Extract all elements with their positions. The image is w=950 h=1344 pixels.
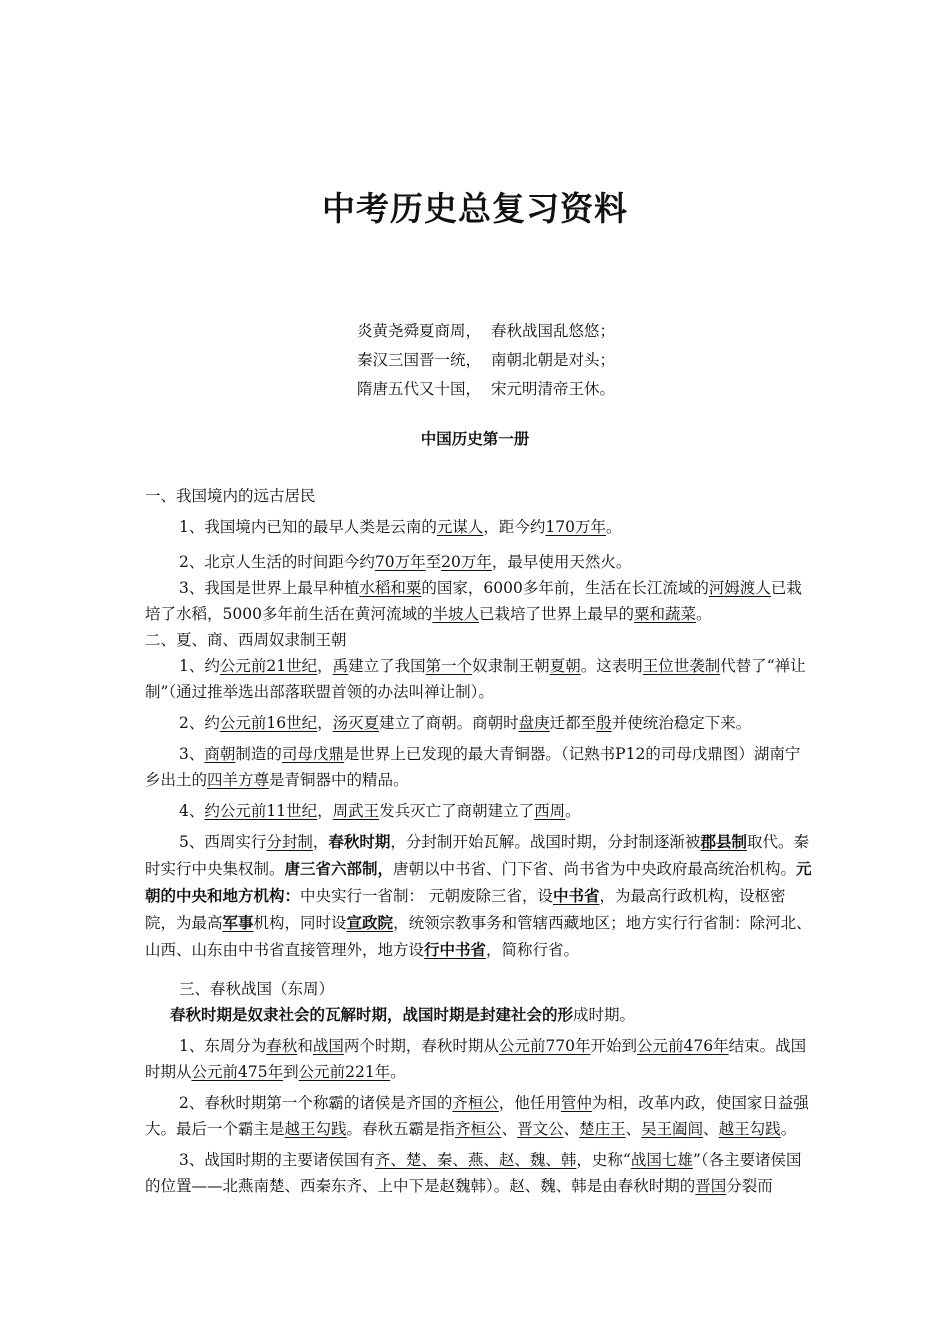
- bold-term: 唐三省六部制，: [284, 860, 394, 878]
- text: 。: [780, 1120, 797, 1138]
- book-title: 中国历史第一册: [420, 430, 530, 448]
- text: 4、: [179, 802, 205, 820]
- document-body: [145, 483, 815, 1199]
- key-term: 宣政院: [346, 914, 394, 932]
- text: 唐朝以中书省、门下省、尚书省为中央政府最高统治机构。: [393, 860, 797, 878]
- key-term: 汤灭夏: [332, 714, 380, 732]
- key-term: 约公元前11世纪: [204, 802, 318, 820]
- text: 迁都至: [549, 714, 597, 732]
- key-term: 20万年: [441, 553, 492, 571]
- text: 制造的: [235, 745, 282, 763]
- key-term: 齐桓公: [455, 1120, 502, 1138]
- paragraph: [145, 798, 815, 824]
- text: 。: [696, 605, 712, 623]
- text: 取代。秦时实行中央集权制。: [145, 833, 809, 878]
- key-term: 郡县制: [700, 833, 747, 851]
- poem-line: [357, 317, 615, 346]
- text: 发兵灭亡了商朝建立了: [379, 802, 535, 820]
- key-term: 楚庄王: [579, 1120, 626, 1138]
- text: 、: [703, 1120, 719, 1138]
- paragraph: [145, 549, 815, 575]
- section-heading: 二、夏、商、西周奴隶制王朝: [145, 631, 347, 649]
- text: ，距今约: [483, 518, 546, 536]
- key-term: 齐、楚、秦、燕、赵、魏、韩: [374, 1151, 577, 1169]
- text: 的国家，6000多年前，生活在长江流域的: [421, 579, 709, 597]
- key-term: 分封制: [266, 833, 313, 851]
- paragraph: [145, 1033, 815, 1085]
- key-term: 四羊方尊: [207, 771, 270, 789]
- text: 已栽培了世界上最早的: [478, 605, 634, 623]
- key-term: 禹: [332, 657, 349, 675]
- key-term: 吴王阖闾: [641, 1120, 704, 1138]
- key-term: 越王勾践: [718, 1120, 781, 1138]
- key-term: 王位世袭制: [642, 657, 721, 675]
- key-term: 半坡人: [432, 605, 479, 623]
- key-term: 周武王: [332, 802, 380, 820]
- text: 5、西周实行: [179, 833, 267, 851]
- text: 两个时期，春秋时期从: [343, 1037, 499, 1055]
- key-term: 晋国: [695, 1177, 727, 1195]
- key-term: 粟和蔬菜: [633, 605, 696, 623]
- key-term: 行中书省: [424, 941, 487, 959]
- key-term: 公元前21世纪: [219, 657, 318, 675]
- text: ”（各主要诸侯国的位置——北燕南楚、西秦东齐、上中下是赵魏韩）。赵、魏、韩是由春秋时期的: [145, 1151, 802, 1195]
- text: ，: [317, 657, 333, 675]
- text: 3、我国是世界上最早种植: [179, 579, 360, 597]
- bold-term: 春秋时期是奴隶社会的瓦解时期，战国时期是封建社会的形: [170, 1006, 574, 1024]
- key-term: 夏朝: [549, 657, 581, 675]
- key-term: 司母戊鼎: [281, 745, 344, 763]
- poem-half: 宋元明清帝王休。: [491, 380, 616, 398]
- key-term: 西周: [534, 802, 566, 820]
- text: ，: [317, 714, 333, 732]
- key-term: 170万年: [545, 518, 606, 536]
- text: ，他任用: [498, 1094, 561, 1112]
- key-term: 晋文公: [517, 1120, 564, 1138]
- key-term: 第一个: [425, 657, 473, 675]
- text: 。: [390, 1063, 406, 1081]
- key-term: 春秋: [266, 1037, 298, 1055]
- text: 到: [283, 1063, 299, 1081]
- text: 。: [565, 802, 581, 820]
- text: 1、东周分为: [179, 1037, 267, 1055]
- poem-half: 炎黄尧舜夏商周，: [357, 322, 482, 340]
- text: 为相，改革内政，使国家日益强大。最后一个霸主是: [145, 1094, 809, 1138]
- text: 。: [606, 518, 622, 536]
- text: 。这表明: [580, 657, 643, 675]
- text: 1、我国境内已知的最早人类是云南的: [179, 518, 437, 536]
- text: 已栽培了水稻，5000多年前生活在黄河流域的: [145, 579, 802, 623]
- text: ，统领宗教事务和管辖西藏地区；地方实行行省制：除河北、山西、山东由中书省直接管理外，地方设: [145, 914, 812, 959]
- paragraph: [145, 710, 815, 736]
- key-term: 殷: [596, 714, 612, 732]
- text: 2、春秋时期第一个称霸的诸侯是齐国的: [179, 1094, 453, 1112]
- paragraph: [145, 514, 815, 540]
- key-term: 公元前16世纪: [219, 714, 318, 732]
- text: ，: [312, 833, 329, 851]
- text: 建立了商朝。商朝时: [379, 714, 519, 732]
- text: 3、战国时期的主要诸侯国有: [179, 1151, 375, 1169]
- paragraph: [145, 829, 815, 964]
- text: 建立了我国: [348, 657, 426, 675]
- poem-half: 春秋战国乱悠悠；: [491, 322, 616, 340]
- text: 至: [425, 553, 442, 571]
- text: ，史称“: [576, 1151, 631, 1169]
- text: 、: [501, 1120, 518, 1138]
- paragraph: [145, 741, 815, 793]
- key-term: 战国七雄: [630, 1151, 693, 1169]
- paragraph: [145, 1090, 815, 1142]
- text: 是世界上已发现的最大青铜器。（记熟书P12的司母戊鼎图）湖南宁乡出土的: [145, 745, 801, 789]
- text: 、: [563, 1120, 580, 1138]
- bold-term: 春秋时期: [328, 833, 391, 851]
- text: 代替了“禅让制”（通过推举选出部落联盟首领的办法叫禅让制）。: [145, 657, 806, 701]
- key-term: 水稻和粟: [359, 579, 422, 597]
- text: 。春秋五霸是指: [346, 1120, 456, 1138]
- paragraph: [145, 575, 815, 627]
- key-term: 战国: [312, 1037, 344, 1055]
- text: 3、: [179, 745, 205, 763]
- text: 中央实行一省制： 元朝废除三省，设: [300, 887, 553, 905]
- text: ，最早使用天然火。: [491, 553, 632, 571]
- text: 2、北京人生活的时间距今约: [179, 553, 375, 571]
- text: 并使统治稳定下来。: [611, 714, 752, 732]
- text: 机构，同时设: [253, 914, 347, 932]
- poem-half: 秦汉三国晋一统，: [357, 351, 482, 369]
- key-term: 元谋人: [436, 518, 484, 536]
- text: ，简称行省。: [486, 941, 580, 959]
- text: ，分封制开始瓦解。战国时期，分封制逐渐被: [390, 833, 701, 851]
- mnemonic-poem: [357, 317, 615, 404]
- key-term: 70万年: [374, 553, 426, 571]
- section-lead: [145, 1002, 815, 1028]
- text: 结束。战国时期从: [145, 1037, 807, 1081]
- poem-half: 南朝北朝是对头；: [491, 351, 616, 369]
- text: ，: [317, 802, 333, 820]
- section-heading: 一、我国境内的远古居民: [145, 487, 316, 505]
- text: 、: [625, 1120, 642, 1138]
- text: 奴隶制王朝: [472, 657, 550, 675]
- key-term: 管仲: [560, 1094, 592, 1112]
- poem-half: 隋唐五代又十国，: [357, 380, 482, 398]
- text: 是青铜器中的精品。: [269, 771, 409, 789]
- text: 和: [297, 1037, 313, 1055]
- text: ，为最高行政机构，设枢密院，为最高: [145, 887, 786, 932]
- key-term: 盘庚: [518, 714, 550, 732]
- key-term: 河姆渡人: [708, 579, 771, 597]
- text: 1、约: [179, 657, 220, 675]
- poem-line: [357, 375, 615, 404]
- document-title: 中考历史总复习资料: [322, 189, 628, 228]
- text: 分裂而: [726, 1177, 773, 1195]
- text: 开始到: [590, 1037, 638, 1055]
- key-term: 公元前476年: [637, 1037, 729, 1055]
- key-term: 公元前221年: [298, 1063, 391, 1081]
- text: 2、约: [179, 714, 220, 732]
- key-term: 军事: [222, 914, 254, 932]
- key-term: 公元前475年: [191, 1063, 284, 1081]
- key-term: 公元前770年: [498, 1037, 591, 1055]
- key-term: 中书省: [552, 887, 600, 905]
- key-term: 商朝: [204, 745, 236, 763]
- key-term: 越王勾践: [284, 1120, 347, 1138]
- poem-line: [357, 346, 615, 375]
- bold-term: 元朝的中央和地方机构：: [145, 860, 812, 905]
- paragraph: [145, 653, 815, 705]
- key-term: 齐桓公: [452, 1094, 499, 1112]
- text: 成时期。: [573, 1006, 636, 1024]
- section-heading: 三、春秋战国（东周）: [179, 980, 335, 998]
- paragraph: [145, 1147, 815, 1199]
